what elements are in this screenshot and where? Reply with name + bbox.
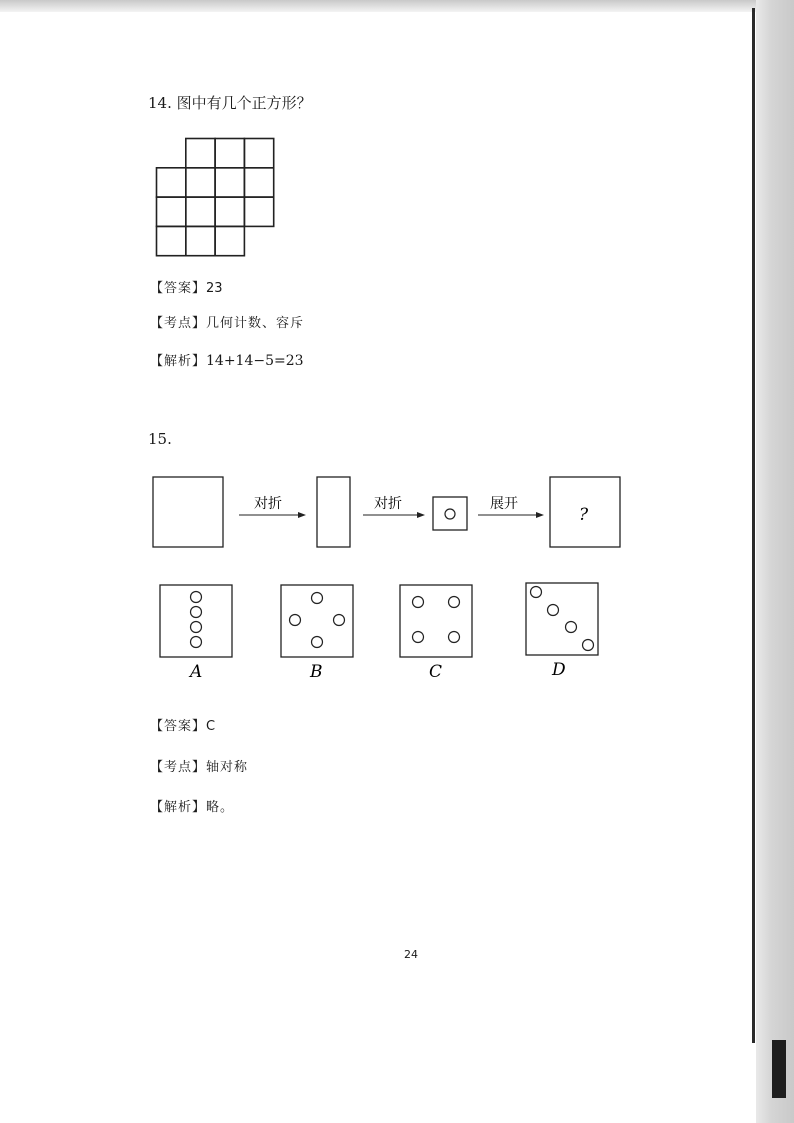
option-d-hole (566, 622, 577, 633)
grid-cell (186, 139, 215, 168)
q14-topic (150, 312, 304, 331)
question-14-title: 14. 图中有几个正方形？ (148, 94, 312, 112)
option-b-hole (312, 637, 323, 648)
q15-answer-label: 【答案】 (150, 719, 207, 734)
option-a-hole (191, 637, 202, 648)
option-b-hole (312, 593, 323, 604)
option-c-hole (449, 632, 460, 643)
option-c-box (400, 585, 472, 657)
step-3-label: 展开 (490, 496, 518, 512)
grid-cell (215, 197, 244, 226)
grid-cell (215, 168, 244, 197)
q14-topic-label: 【考点】 (150, 316, 207, 331)
option-a-hole (191, 607, 202, 618)
page-number: 24 (404, 948, 418, 961)
scan-shadow-top (0, 0, 760, 12)
option-d-hole (583, 640, 594, 651)
option-b-box (281, 585, 353, 657)
question-15-number: 15. (148, 430, 172, 448)
answer-options-figure (150, 580, 620, 685)
q14-analysis (150, 350, 304, 369)
grid-cell (157, 226, 186, 255)
square-grid-figure (155, 137, 280, 257)
folding-process-figure (150, 470, 630, 552)
option-c-letter: C (429, 662, 443, 682)
paper-folded-twice (433, 497, 467, 530)
option-d-hole (531, 587, 542, 598)
q14-answer-value: 23 (206, 281, 223, 296)
grid-cell (244, 168, 273, 197)
scan-edge-dark (772, 1040, 786, 1098)
option-d-letter: D (552, 660, 566, 680)
option-a[interactable] (160, 585, 232, 682)
step-2-label: 对折 (374, 496, 402, 512)
option-c-hole (413, 632, 424, 643)
q15-analysis-value: 略。 (206, 800, 235, 815)
grid-cell (215, 139, 244, 168)
option-d-box (526, 583, 598, 655)
step-1-label: 对折 (254, 496, 282, 512)
option-c-hole (449, 597, 460, 608)
option-d-hole (548, 605, 559, 616)
q14-analysis-value: 14+14−5=23 (206, 353, 304, 369)
grid-cell (244, 139, 273, 168)
question-mark: ? (579, 505, 589, 525)
q15-answer-value: C (206, 719, 216, 734)
option-d[interactable] (526, 583, 598, 680)
option-b[interactable] (281, 585, 353, 682)
grid-cell (157, 168, 186, 197)
option-c[interactable] (400, 585, 472, 682)
paper-square (153, 477, 223, 547)
arrow-2-head (417, 512, 425, 518)
punched-hole (445, 509, 455, 519)
grid-cell (215, 226, 244, 255)
grid-cell (186, 197, 215, 226)
option-b-hole (334, 615, 345, 626)
q14-analysis-label: 【解析】 (150, 354, 207, 369)
arrow-1-head (298, 512, 306, 518)
q15-analysis (150, 796, 234, 815)
q14-answer-label: 【答案】 (150, 281, 207, 296)
q15-topic-value: 轴对称 (206, 760, 249, 775)
option-a-hole (191, 592, 202, 603)
scan-edge-line (752, 8, 755, 1043)
q15-analysis-label: 【解析】 (150, 800, 207, 815)
scan-edge-shadow (756, 0, 794, 1123)
option-a-hole (191, 622, 202, 633)
arrow-3-head (536, 512, 544, 518)
paper-folded-once (317, 477, 350, 547)
grid-cell (244, 197, 273, 226)
q15-topic (150, 756, 248, 775)
option-c-hole (413, 597, 424, 608)
grid-cell (157, 197, 186, 226)
q15-answer (150, 715, 215, 734)
q14-topic-value: 几何计数、容斥 (206, 316, 305, 331)
option-a-letter: A (190, 662, 203, 682)
grid-cell (186, 226, 215, 255)
grid-cell (186, 168, 215, 197)
q14-answer (150, 277, 223, 296)
option-b-hole (290, 615, 301, 626)
q15-topic-label: 【考点】 (150, 760, 207, 775)
option-b-letter: B (310, 662, 323, 682)
